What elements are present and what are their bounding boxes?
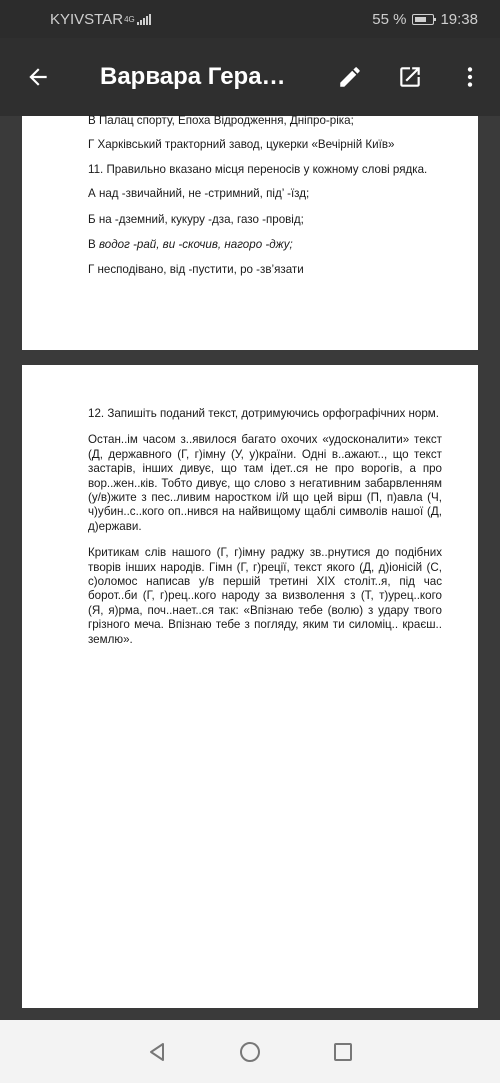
battery-percent: 55 %	[372, 10, 407, 28]
carrier-name: KYIVSTAR	[50, 10, 124, 28]
question-11-option-a: А над -звичайний, не -стримний, під’ -їзд;	[88, 187, 310, 201]
question-11: 11. Правильно вказано місця переносів у кожному слові рядка.	[88, 162, 428, 176]
more-options-button[interactable]	[440, 38, 500, 116]
option-v-letter: В	[88, 238, 96, 252]
open-external-icon	[397, 64, 423, 90]
nav-home-circle-icon	[238, 1040, 262, 1064]
question-11-option-v	[88, 238, 442, 252]
nav-home-button[interactable]	[230, 1032, 270, 1072]
text-paragraph-2: Критикам слів нашого (Г, г)імну раджу зв..рнутися до подібних творів інших народів. Гімн (Г, г)реції, текст якого (Д, д)іонісій (С, с)оломос написав у/в першій третині ХІХ століт..я, під час борот..би (Г, г)рец..кого народу за визволення з (Т, т)урец..кого (Я, я)рма, поч..нает..ся так: «Впізнаю тебе (волю) з удару твого грізного меча. Впізнаю тебе з погляду, яким ти силоміц.. краєш.. землю».	[88, 546, 442, 646]
more-vert-icon	[457, 64, 483, 90]
option-line-g: Г Харківський тракторний завод, цукерки «Вечірній Київ»	[88, 138, 395, 152]
clock: 19:38	[440, 10, 478, 28]
open-external-button[interactable]	[380, 38, 440, 116]
status-bar	[0, 0, 500, 38]
battery-icon	[412, 14, 434, 25]
text-paragraph-1: Остан..ім часом з..явилося багато охочих «удосконалити» текст (Д, державного (Г, г)імну (У, у)країни. Одні в..ажают.., що текст застарів, інших дивує, що там ідет..ся не про ворогів, а про вор..жен..ків. Тобто дивує, що слово з негативним забарвленням (у/в)жите з пес..ливим наростком і/й що цей вірш (П, п)авла (Ч, ч)убин..с..кого оп..нився на найвищому щаблі символів нашої (Д, д)ержави.	[88, 433, 442, 533]
nav-recents-button[interactable]	[323, 1032, 363, 1072]
document-title: Варвара Гера…	[100, 63, 286, 90]
option-line-v: В Палац спорту, Епоха Відродження, Дніпро-ріка;	[88, 114, 354, 127]
document-page-1[interactable]	[22, 116, 478, 350]
back-button[interactable]	[0, 38, 76, 116]
pencil-icon	[337, 64, 363, 90]
nav-recents-square-icon	[332, 1041, 354, 1063]
nav-back-triangle-icon	[146, 1041, 168, 1063]
network-type: 4G	[124, 14, 135, 24]
arrow-back-icon	[25, 64, 51, 90]
question-11-option-g: Г несподівано, від -пустити, ро -зв’язати	[88, 263, 304, 277]
status-right	[372, 11, 478, 28]
system-nav-bar	[0, 1020, 500, 1083]
question-11-option-b: Б на -дземний, кукуру -дза, газо -провід;	[88, 212, 304, 226]
document-page-2[interactable]	[22, 365, 478, 1008]
question-12: 12. Запишіть поданий текст, дотримуючись орфографічних норм.	[88, 407, 439, 420]
edit-button[interactable]	[320, 38, 380, 116]
signal-icon	[137, 13, 152, 25]
page-1-content	[88, 114, 442, 289]
app-toolbar	[0, 38, 500, 116]
option-v-text: водог -рай, ви -скочив, нагоро -джу;	[98, 238, 293, 252]
nav-back-button[interactable]	[137, 1032, 177, 1072]
carrier	[50, 11, 152, 28]
page-2-content	[88, 407, 442, 647]
